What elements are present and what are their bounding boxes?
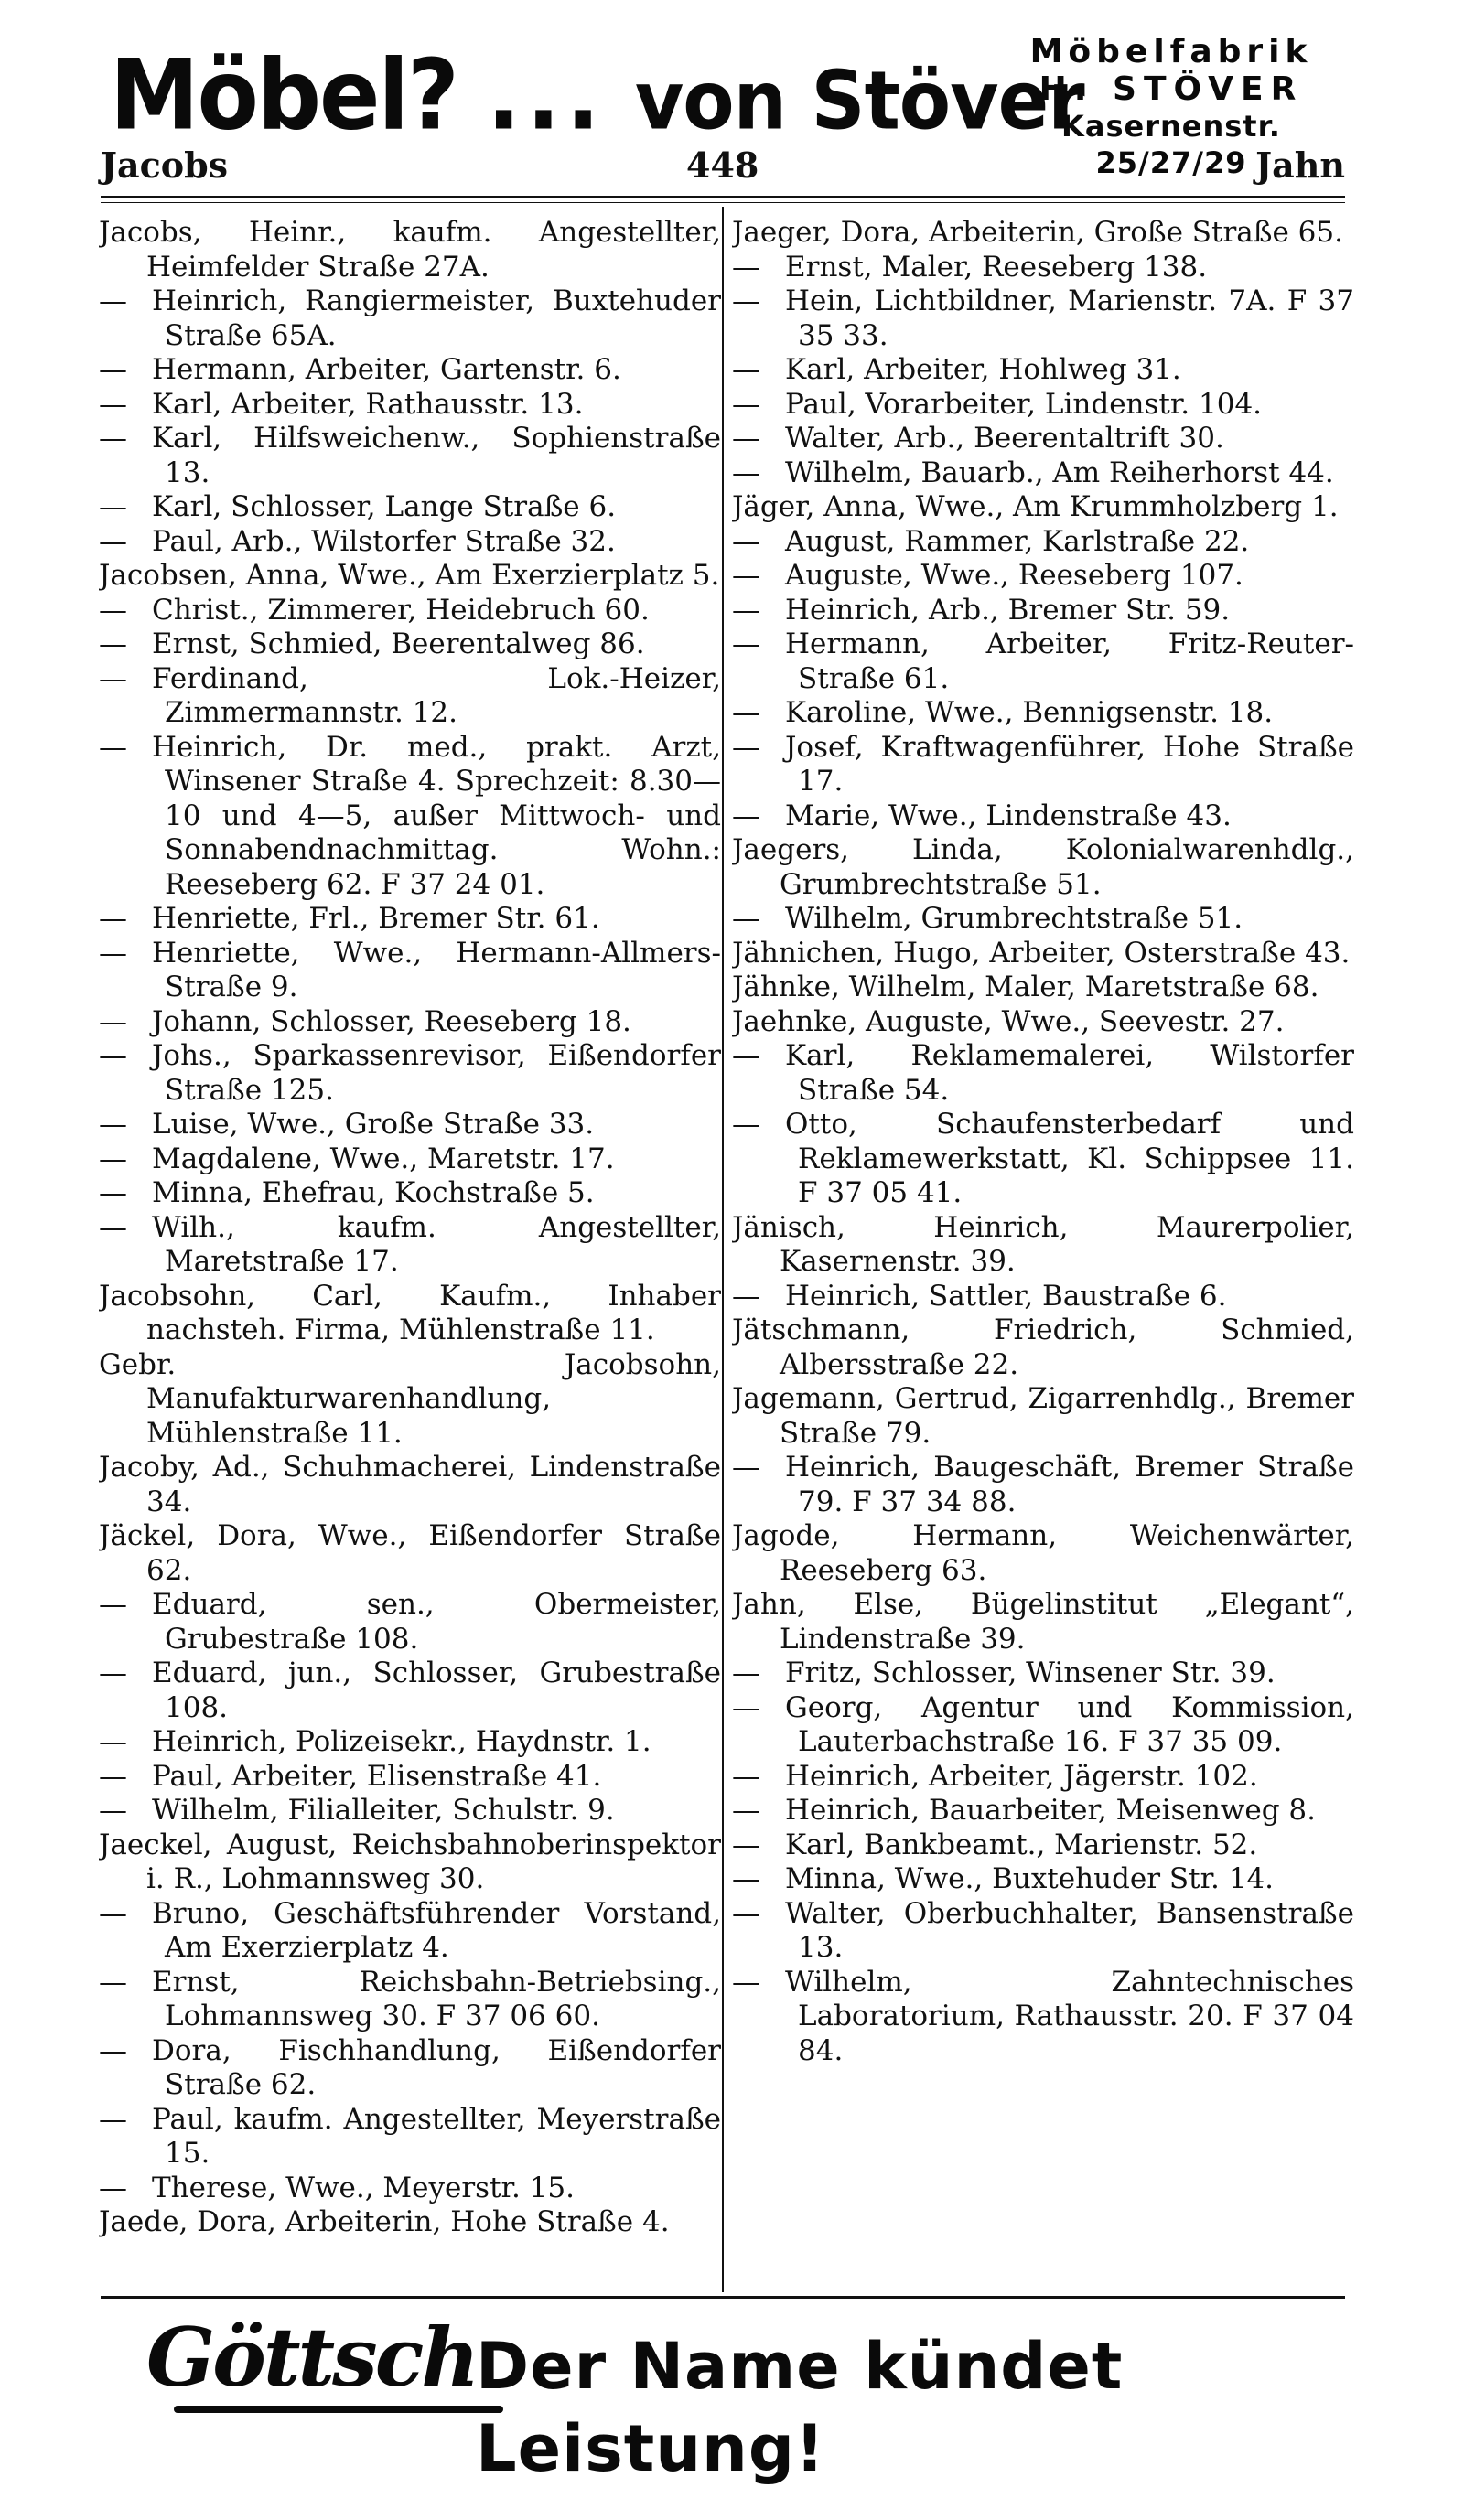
ditto-dash: — xyxy=(732,524,760,558)
header-last-entry: Jahn xyxy=(1255,145,1345,186)
entry-text: Jahn, Else, Bügelinstitut „Elegant“, Lindenstraße 39. xyxy=(732,1588,1354,1656)
entry-text: Heinrich, Arbeiter, Jägerstr. 102. xyxy=(785,1759,1258,1793)
directory-entry xyxy=(99,1897,721,1966)
ad-logo-swash xyxy=(174,2406,503,2413)
directory-entry xyxy=(732,1451,1354,1519)
entry-text: Johann, Schlosser, Reeseberg 18. xyxy=(152,1004,631,1038)
ditto-dash: — xyxy=(99,936,127,970)
directory-entry xyxy=(732,1519,1354,1588)
ad-headline-question: Möbel? xyxy=(110,39,458,153)
ad-headline-dots: ... xyxy=(487,39,606,153)
directory-entry xyxy=(99,388,721,423)
page-number: 448 xyxy=(686,145,759,186)
directory-entry xyxy=(99,1280,721,1348)
directory-entry xyxy=(732,1588,1354,1657)
entry-text: Karl, Arbeiter, Hohlweg 31. xyxy=(785,353,1181,386)
ditto-dash: — xyxy=(99,593,127,627)
ad-company-name: H. STÖVER xyxy=(1039,70,1304,108)
ditto-dash: — xyxy=(732,1828,760,1861)
entry-text: Jähnichen, Hugo, Arbeiter, Osterstraße 43. xyxy=(732,936,1351,970)
entry-text: Therese, Wwe., Meyerstr. 15. xyxy=(152,2171,575,2204)
ditto-dash: — xyxy=(99,1108,127,1141)
directory-entry xyxy=(732,1108,1354,1211)
directory-entry xyxy=(732,970,1354,1005)
directory-entry xyxy=(732,833,1354,902)
ditto-dash: — xyxy=(732,1862,760,1895)
ditto-dash: — xyxy=(99,1965,127,1999)
directory-entry xyxy=(99,1176,721,1211)
entry-text: Johs., Sparkassenrevisor, Eißendorfer Straße 125. xyxy=(152,1039,721,1107)
ad-company-address: Kasernenstr. 25/27/29 xyxy=(1061,109,1281,180)
ad-logo: Göttsch xyxy=(146,2310,478,2405)
ditto-dash: — xyxy=(732,1279,760,1313)
entry-text: Jacobs, Heinr., kaufm. Angestellter, Heimfelder Straße 27A. xyxy=(99,216,721,284)
entry-text: Jähnke, Wilhelm, Maler, Maretstraße 68. xyxy=(732,970,1319,1003)
ditto-dash: — xyxy=(99,902,127,935)
directory-entry xyxy=(99,2171,721,2206)
ditto-dash: — xyxy=(732,1759,760,1793)
directory-entry xyxy=(732,1862,1354,1897)
ditto-dash: — xyxy=(99,387,127,421)
entry-text: Henriette, Frl., Bremer Str. 61. xyxy=(152,902,600,935)
ad-company-type: Möbelfabrik xyxy=(1029,33,1313,70)
directory-entry xyxy=(732,937,1354,971)
entry-text: Heinrich, Arb., Bremer Str. 59. xyxy=(785,593,1231,627)
entry-text: Eduard, jun., Schlosser, Grubestraße 108. xyxy=(152,1657,721,1724)
entry-text: Heinrich, Bauarbeiter, Meisenweg 8. xyxy=(785,1794,1316,1827)
entry-text: Ferdinand, Lok.-Heizer, Zimmermannstr. 12. xyxy=(152,661,721,729)
ditto-dash: — xyxy=(732,1108,760,1141)
ditto-dash: — xyxy=(732,1657,760,1689)
directory-entry xyxy=(99,1588,721,1657)
directory-entry xyxy=(732,216,1354,251)
directory-entry xyxy=(732,251,1354,285)
footer-rule xyxy=(101,2296,1345,2299)
ditto-dash: — xyxy=(732,1451,760,1484)
directory-entry xyxy=(99,2034,721,2103)
entry-text: Jaehnke, Auguste, Wwe., Seevestr. 27. xyxy=(732,1004,1285,1038)
ad-slogan: Der Name kündet Leistung! xyxy=(476,2329,1124,2486)
entry-text: Karl, Bankbeamt., Marienstr. 52. xyxy=(785,1828,1258,1861)
ditto-dash: — xyxy=(732,250,760,284)
directory-entry xyxy=(99,422,721,490)
directory-entry xyxy=(732,1966,1354,2069)
directory-entry xyxy=(732,627,1354,696)
directory-entry xyxy=(732,1039,1354,1108)
entry-text: Karl, Schlosser, Lange Straße 6. xyxy=(152,490,617,523)
entry-text: Minna, Ehefrau, Kochstraße 5. xyxy=(152,1176,595,1209)
entry-text: Gebr. Jacobsohn, Manufakturwarenhandlung, Mühlenstraße 11. xyxy=(99,1347,721,1450)
entry-text: Karl, Reklamemalerei, Wilstorfer Straße 54. xyxy=(785,1039,1354,1107)
ditto-dash: — xyxy=(99,1725,127,1758)
ditto-dash: — xyxy=(732,730,760,764)
ditto-dash: — xyxy=(732,422,760,455)
directory-entry xyxy=(732,422,1354,456)
entry-text: Georg, Agentur und Kommission, Lauterbachstraße 16. F 37 35 09. xyxy=(785,1690,1354,1758)
ditto-dash: — xyxy=(99,2033,127,2067)
directory-entry xyxy=(99,2103,721,2171)
directory-entry xyxy=(732,1314,1354,1382)
entry-text: Henriette, Wwe., Hermann-Allmers-Straße 9. xyxy=(152,936,721,1003)
directory-entry xyxy=(99,731,721,903)
entry-text: Karl, Hilfsweichenw., Sophienstraße 13. xyxy=(152,422,721,489)
ditto-dash: — xyxy=(732,1039,760,1072)
entry-text: Walter, Arb., Beerentaltrift 30. xyxy=(785,422,1224,455)
directory-entry xyxy=(99,627,721,662)
ditto-dash: — xyxy=(99,1210,127,1244)
ditto-dash: — xyxy=(732,1794,760,1827)
ditto-dash: — xyxy=(99,2102,127,2136)
directory-entry xyxy=(99,594,721,628)
directory-entry xyxy=(732,1211,1354,1280)
entry-text: Wilhelm, Bauarb., Am Reiherhorst 44. xyxy=(785,456,1334,489)
entry-text: Wilh., kaufm. Angestellter, Maretstraße 17. xyxy=(152,1210,721,1278)
ditto-dash: — xyxy=(99,353,127,386)
directory-entry xyxy=(99,353,721,388)
entry-text: Paul, Arbeiter, Elisenstraße 41. xyxy=(152,1759,602,1793)
column-divider xyxy=(722,207,724,2292)
ditto-dash: — xyxy=(732,799,760,832)
entry-text: Eduard, sen., Obermeister, Grubestraße 108. xyxy=(152,1588,721,1656)
directory-entry xyxy=(732,1005,1354,1040)
directory-entry xyxy=(99,2205,721,2240)
entry-text: Ernst, Reichsbahn-Betriebsing., Lohmannsweg 30. F 37 06 60. xyxy=(152,1965,721,2032)
ditto-dash: — xyxy=(99,524,127,558)
directory-entry xyxy=(99,1451,721,1519)
directory-entry xyxy=(732,525,1354,560)
ditto-dash: — xyxy=(99,2171,127,2204)
entry-text: Wilhelm, Grumbrechtstraße 51. xyxy=(785,902,1243,935)
directory-entry xyxy=(99,1348,721,1452)
directory-entry xyxy=(99,525,721,560)
directory-entry xyxy=(99,1760,721,1795)
directory-entry xyxy=(732,1280,1354,1314)
directory-entry xyxy=(732,1828,1354,1863)
directory-entry xyxy=(99,1005,721,1040)
entry-text: Heinrich, Dr. med., prakt. Arzt, Winsener Straße 4. Sprechzeit: 8.30—10 und 4—5, außer Mittwoch- und Sonnabendnachmittag. Wohn.: Reeseberg 62. F 37 24 01. xyxy=(152,730,721,901)
directory-entry xyxy=(99,490,721,525)
directory-entry xyxy=(99,937,721,1005)
ditto-dash: — xyxy=(99,1657,127,1689)
entry-text: Jaegers, Linda, Kolonialwarenhdlg., Grumbrechtstraße 51. xyxy=(732,833,1354,901)
directory-entry xyxy=(732,388,1354,423)
ditto-dash: — xyxy=(732,387,760,421)
ditto-dash: — xyxy=(732,593,760,627)
entry-text: Ernst, Maler, Reeseberg 138. xyxy=(785,250,1208,284)
directory-entry xyxy=(732,1382,1354,1451)
bottom-advertisement xyxy=(146,2307,1391,2486)
ditto-dash: — xyxy=(732,1965,760,1999)
ditto-dash: — xyxy=(99,284,127,317)
entry-text: Jäger, Anna, Wwe., Am Krummholzberg 1. xyxy=(732,490,1339,523)
ditto-dash: — xyxy=(732,1896,760,1930)
ditto-dash: — xyxy=(99,1759,127,1793)
directory-entry xyxy=(99,1519,721,1588)
directory-entry xyxy=(99,1794,721,1828)
directory-entry xyxy=(99,1108,721,1142)
directory-entry xyxy=(99,216,721,284)
entry-text: Heinrich, Baugeschäft, Bremer Straße 79. F 37 34 88. xyxy=(785,1451,1354,1518)
entry-text: Luise, Wwe., Große Straße 33. xyxy=(152,1108,595,1141)
entry-text: Paul, Arb., Wilstorfer Straße 32. xyxy=(152,524,616,558)
entry-text: Hermann, Arbeiter, Gartenstr. 6. xyxy=(152,353,621,386)
entry-text: Minna, Wwe., Buxtehuder Str. 14. xyxy=(785,1862,1275,1895)
ditto-dash: — xyxy=(99,1039,127,1072)
entry-text: Marie, Wwe., Lindenstraße 43. xyxy=(785,799,1232,832)
entry-text: Fritz, Schlosser, Winsener Str. 39. xyxy=(785,1657,1276,1689)
directory-entry xyxy=(99,1142,721,1177)
directory-entry xyxy=(732,731,1354,799)
entry-text: Auguste, Wwe., Reeseberg 107. xyxy=(785,559,1243,592)
entry-text: Jaeckel, August, Reichsbahnoberinspektor i. R., Lohmannsweg 30. xyxy=(99,1828,721,1895)
directory-entry xyxy=(99,284,721,353)
header-first-entry: Jacobs xyxy=(101,145,229,186)
directory-entry xyxy=(732,1760,1354,1795)
header-rule-thin xyxy=(101,202,1345,203)
ditto-dash: — xyxy=(732,353,760,386)
ad-headline xyxy=(110,37,1084,161)
entry-text: Hein, Lichtbildner, Marienstr. 7A. F 37 35 33. xyxy=(785,284,1354,352)
directory-entry xyxy=(99,1828,721,1897)
ditto-dash: — xyxy=(732,902,760,935)
ditto-dash: — xyxy=(99,1896,127,1930)
entry-text: Jätschmann, Friedrich, Schmied, Albersstraße 22. xyxy=(732,1314,1354,1381)
header-rule xyxy=(101,196,1345,198)
entry-text: Heinrich, Polizeisekr., Haydnstr. 1. xyxy=(152,1725,651,1758)
ditto-dash: — xyxy=(99,1142,127,1175)
directory-entry xyxy=(99,902,721,937)
entry-text: Karoline, Wwe., Bennigsenstr. 18. xyxy=(785,696,1274,729)
directory-entry xyxy=(732,284,1354,353)
entry-text: Wilhelm, Zahntechnisches Laboratorium, Rathausstr. 20. F 37 04 84. xyxy=(785,1965,1354,2067)
directory-entry xyxy=(99,1966,721,2034)
directory-entry xyxy=(732,1897,1354,1966)
entry-text: Hermann, Arbeiter, Fritz-Reuter-Straße 61. xyxy=(785,627,1354,695)
entry-text: Paul, kaufm. Angestellter, Meyerstraße 15. xyxy=(152,2102,721,2170)
ditto-dash: — xyxy=(99,627,127,660)
ad-headline-von: von Stöver xyxy=(634,54,1084,149)
entry-text: Ernst, Schmied, Beerentalweg 86. xyxy=(152,627,645,660)
entry-text: Jagemann, Gertrud, Zigarrenhdlg., Bremer Straße 79. xyxy=(732,1382,1354,1450)
entry-text: Jacoby, Ad., Schuhmacherei, Lindenstraße 34. xyxy=(99,1451,721,1518)
ditto-dash: — xyxy=(99,1588,127,1621)
directory-entry xyxy=(99,1657,721,1725)
directory-entry xyxy=(99,1211,721,1280)
directory-entry xyxy=(732,456,1354,491)
running-header xyxy=(101,145,1345,190)
ditto-dash: — xyxy=(99,661,127,695)
directory-entry xyxy=(99,559,721,594)
entry-text: Karl, Arbeiter, Rathausstr. 13. xyxy=(152,387,584,421)
entry-text: Heinrich, Sattler, Baustraße 6. xyxy=(785,1279,1227,1313)
entry-text: Christ., Zimmerer, Heidebruch 60. xyxy=(152,593,650,627)
directory-entry xyxy=(732,902,1354,937)
entry-text: Jänisch, Heinrich, Maurerpolier, Kasernenstr. 39. xyxy=(732,1210,1354,1278)
directory-entry xyxy=(732,1794,1354,1828)
ditto-dash: — xyxy=(99,730,127,764)
directory-entry xyxy=(732,1657,1354,1691)
entry-text: Otto, Schaufensterbedarf und Reklamewerkstatt, Kl. Schippsee 11. F 37 05 41. xyxy=(785,1108,1354,1209)
entry-text: Walter, Oberbuchhalter, Bansenstraße 13. xyxy=(785,1896,1354,1964)
entry-text: Jacobsen, Anna, Wwe., Am Exerzierplatz 5. xyxy=(99,559,720,592)
entry-text: Heinrich, Rangiermeister, Buxtehuder Straße 65A. xyxy=(152,284,721,352)
ditto-dash: — xyxy=(732,284,760,317)
ditto-dash: — xyxy=(732,627,760,660)
entry-text: Wilhelm, Filialleiter, Schulstr. 9. xyxy=(152,1794,615,1827)
entry-text: Magdalene, Wwe., Maretstr. 17. xyxy=(152,1142,615,1175)
ditto-dash: — xyxy=(99,490,127,523)
entry-text: Jacobsohn, Carl, Kaufm., Inhaber nachsteh. Firma, Mühlenstraße 11. xyxy=(99,1279,721,1346)
directory-entry xyxy=(732,594,1354,628)
ditto-dash: — xyxy=(732,559,760,592)
left-column xyxy=(99,216,721,2283)
entry-text: Jäckel, Dora, Wwe., Eißendorfer Straße 62. xyxy=(99,1519,721,1587)
entry-text: Bruno, Geschäftsführender Vorstand, Am Exerzierplatz 4. xyxy=(152,1896,721,1964)
entry-text: Paul, Vorarbeiter, Lindenstr. 104. xyxy=(785,387,1263,421)
entry-text: Jagode, Hermann, Weichenwärter, Reeseberg 63. xyxy=(732,1519,1354,1587)
entry-text: Jaeger, Dora, Arbeiterin, Große Straße 65. xyxy=(732,216,1343,249)
ditto-dash: — xyxy=(732,456,760,489)
directory-entry xyxy=(99,1725,721,1760)
entry-text: August, Rammer, Karlstraße 22. xyxy=(785,524,1250,558)
right-column xyxy=(732,216,1354,2283)
ditto-dash: — xyxy=(732,696,760,729)
directory-entry xyxy=(732,696,1354,731)
ditto-dash: — xyxy=(732,1690,760,1724)
ditto-dash: — xyxy=(99,1794,127,1827)
directory-entry xyxy=(99,662,721,731)
directory-entry xyxy=(99,1039,721,1108)
entry-text: Dora, Fischhandlung, Eißendorfer Straße 62. xyxy=(152,2033,721,2101)
directory-entry xyxy=(732,559,1354,594)
directory-entry xyxy=(732,353,1354,388)
entry-text: Jaede, Dora, Arbeiterin, Hohe Straße 4. xyxy=(99,2205,670,2238)
directory-entry xyxy=(732,1691,1354,1760)
directory-entry xyxy=(732,490,1354,525)
ditto-dash: — xyxy=(99,422,127,455)
ditto-dash: — xyxy=(99,1176,127,1209)
ditto-dash: — xyxy=(99,1004,127,1038)
entry-text: Josef, Kraftwagenführer, Hohe Straße 17. xyxy=(785,730,1354,798)
directory-entry xyxy=(732,799,1354,834)
